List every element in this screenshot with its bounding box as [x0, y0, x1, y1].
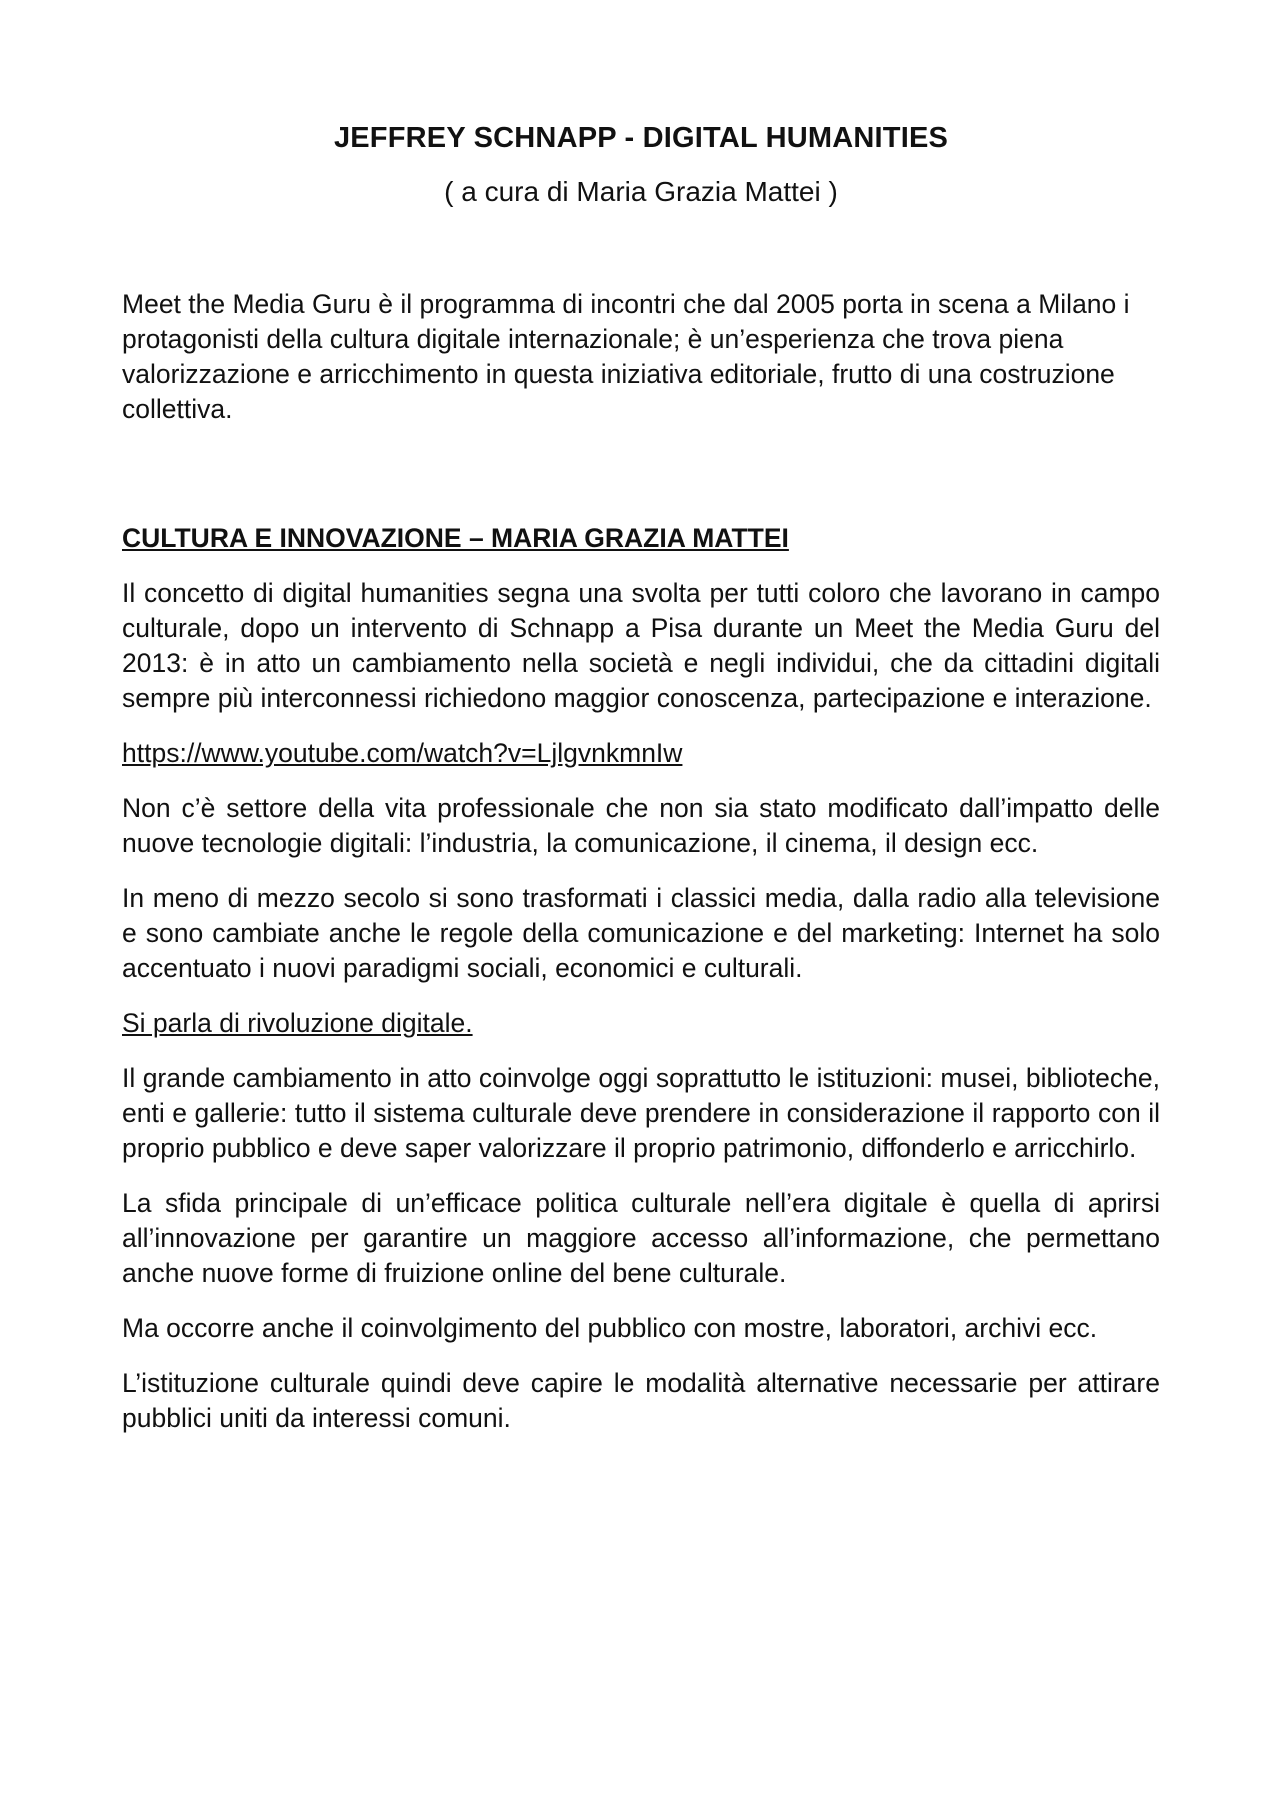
section-heading: CULTURA E INNOVAZIONE – MARIA GRAZIA MATTEI: [122, 523, 789, 553]
paragraph-public-involvement: Ma occorre anche il coinvolgimento del pubblico con mostre, laboratori, archivi ecc.: [122, 1313, 1098, 1343]
paragraph-digital-humanities: Il concetto di digital humanities segna una svolta per tutti coloro che lavorano in campo culturale, dopo un intervento di Schnapp a Pisa durante un Meet the Media Guru del 2013: è in atto un cambiamento nella società e negli individui, che da cittadini digitali sempre più interconnessi richiedono maggior conoscenza, partecipazione e interazione.: [122, 578, 1160, 713]
paragraph-cultural-institution: L’istituzione culturale quindi deve capire le modalità alternative necessarie per attirare pubblici uniti da interessi comuni.: [122, 1368, 1160, 1433]
digital-revolution-sentence: Si parla di rivoluzione digitale.: [122, 1008, 473, 1038]
document-title: JEFFREY SCHNAPP - DIGITAL HUMANITIES: [333, 122, 949, 154]
document-subtitle: ( a cura di Maria Grazia Mattei ): [444, 176, 838, 207]
document-content: [122, 120, 1160, 1456]
paragraph-professional-life: Non c’è settore della vita professionale che non sia stato modificato dall’impatto delle nuove tecnologie digitali: l’industria, la comunicazione, il cinema, il design ecc.: [122, 793, 1160, 858]
paragraph-classic-media: In meno di mezzo secolo si sono trasformati i classici media, dalla radio alla televisione e sono cambiate anche le regole della comunicazione e del marketing: Internet ha solo accentuato i nuovi paradigmi sociali, economici e culturali.: [122, 883, 1160, 983]
paragraph-cultural-policy: La sfida principale di un’efficace politica culturale nell’era digitale è quella di aprirsi all’innovazione per garantire un maggiore accesso all’informazione, che permettano anche nuove forme di fruizione online del bene culturale.: [122, 1188, 1160, 1288]
paragraph-institutions: Il grande cambiamento in atto coinvolge oggi soprattutto le istituzioni: musei, biblioteche, enti e gallerie: tutto il sistema culturale deve prendere in considerazione il rapporto con il proprio pubblico e deve saper valorizzare il proprio patrimonio, diffonderlo e arricchirlo.: [122, 1063, 1160, 1163]
youtube-link[interactable]: https://www.youtube.com/watch?v=LjlgvnkmnIw: [122, 738, 683, 768]
intro-paragraph: Meet the Media Guru è il programma di incontri che dal 2005 porta in scena a Milano i protagonisti della cultura digitale internazionale; è un’esperienza che trova piena valorizzazione e arricchimento in questa iniziativa editoriale, frutto di una costruzione collettiva.: [122, 289, 1130, 424]
